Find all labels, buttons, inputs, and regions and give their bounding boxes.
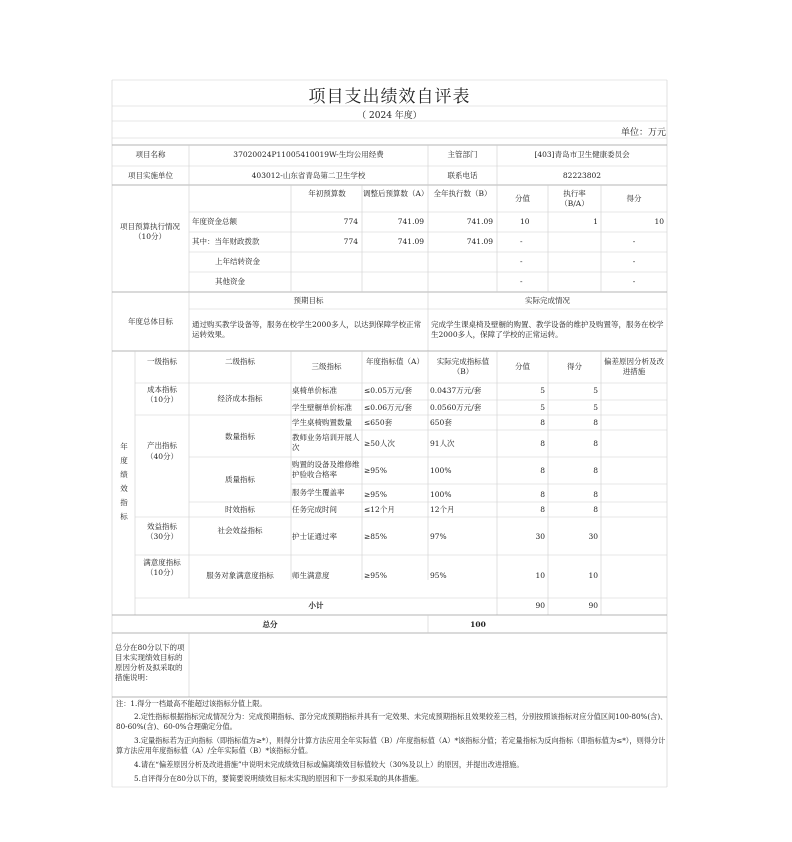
level1-benefit: 效益指标（30分） [145,522,179,541]
budget-row-label: 其中：当年财政拨款 [192,237,260,246]
budget-row-score: - [632,237,636,246]
budget-row-adjusted: 741.09 [397,237,424,246]
indicator-score: 5 [593,386,598,395]
budget-row-executed: 741.09 [466,217,493,226]
budget-row-label: 年度资金总额 [192,217,237,226]
indicator-target: ≤650套 [364,418,393,427]
indicator-score: 5 [593,403,598,412]
indicator-score: 10 [588,571,598,580]
indicator-actual: 0.0560万元/套 [430,403,482,412]
indicator-target: ≥85% [364,532,387,541]
indicator-target: ≥95% [364,490,387,499]
project-name-label: 项目名称 [135,150,166,159]
indicator-score: 30 [588,532,598,541]
dept-label: 主管部门 [447,150,478,159]
budget-row-score-value: - [520,237,523,246]
budget-row-executed: 741.09 [466,237,493,246]
level1-cost: 成本指标（10分） [145,385,179,404]
budget-row-exec-rate: 1 [593,217,598,226]
indicator-score-value: 30 [535,532,545,541]
budget-section-label: 项目预算执行情况（10分） [120,222,180,241]
budget-row-score-value: 10 [520,217,530,226]
total-value: 100 [470,620,486,629]
indicator-actual: 650套 [430,418,452,427]
indicator-actual: 100% [430,466,452,475]
budget-row-score: 10 [654,217,664,226]
goal-expected-text: 通过购买教学设备等，服务在校学生2000多人，以达到保障学校正常运转效果。 [192,320,422,339]
level2-timeliness: 时效指标 [225,505,255,514]
indicator-score: 8 [593,466,598,475]
indicator-target: ≤0.06万元/套 [364,403,413,412]
budget-row-score-value: - [520,277,523,286]
level2-quality: 质量指标 [225,475,255,484]
header-target: 年度指标值（A） [366,357,424,366]
indicator-actual: 12个月 [430,505,455,514]
subtotal-score: 90 [588,601,598,610]
budget-row-label: 上年结转资金 [215,257,260,266]
indicator-score-value: 5 [540,386,545,395]
level2-client-satisfaction: 服务对象满意度指标 [206,571,274,580]
indicator-name: 任务完成时间 [292,505,337,514]
total-label: 总分 [262,620,278,629]
project-name-value: 37020024P11005410019W-生均公用经费 [233,150,384,159]
header-level1: 一级指标 [147,357,177,366]
indicator-score-value: 8 [540,439,545,448]
impl-value: 403012-山东省青岛第二卫生学校 [251,171,366,180]
subtotal-label: 小计 [308,601,324,610]
indicator-target: ≥95% [364,466,387,475]
header-exec-rate: 执行率（B/A） [560,189,589,208]
indicator-score-value: 8 [540,505,545,514]
header-level2: 二级指标 [225,357,255,366]
indicator-name: 服务学生覆盖率 [292,488,345,497]
budget-row-score: - [632,277,636,286]
header-adjusted-budget: 调整后预算数（A） [363,189,429,198]
indicator-name: 教师业务培训开展人次 [292,433,360,452]
indicator-score: 8 [593,490,598,499]
budget-row-score-value: - [520,257,523,266]
note-1: 注：1.得分一档最高不能超过该指标分值上限。 [116,699,267,708]
indicator-name: 学生桌椅购置数量 [292,418,352,427]
budget-row-initial: 774 [343,217,358,226]
indicator-score-value: 5 [540,403,545,412]
goal-actual-header: 实际完成情况 [525,296,570,305]
note-4: 4.请在“偏差原因分析及改进措施”中说明未完成绩效目标或偏离绩效目标值较大（30%及以上）的原因，并提出改进措施。 [134,760,524,769]
note-2: 2.定性指标根据指标完成情况分为：完成预期指标、部分完成预期指标并具有一定效果、未完成预期指标且效果较差三档，分别按照该指标对应分值区间100-80%(含)、80-60%(含)、60-0%合理确定分值。 [116,712,668,731]
phone-value: 82223802 [562,171,602,180]
indicator-score-value: 8 [540,490,545,499]
indicator-score-value: 10 [535,571,545,580]
indicator-score-value: 8 [540,418,545,427]
phone-label: 联系电话 [447,171,478,180]
header-score: 得分 [567,362,582,371]
indicator-score: 8 [593,439,598,448]
level1-satisfaction: 满意度指标（10分） [143,558,181,577]
indicator-target: ≤0.05万元/套 [364,386,413,395]
indicator-name: 桌椅单价标准 [292,386,337,395]
level2-quantity: 数量指标 [225,432,255,441]
header-deviation-reason: 偏差原因分析及改进措施 [604,357,664,376]
level2-economic-cost: 经济成本指标 [217,394,263,403]
level1-output: 产出指标（40分） [145,441,179,461]
indicator-name: 师生满意度 [292,571,330,580]
indicator-name: 购置的设备及维修维护验收合格率 [292,460,360,479]
indicator-score-value: 8 [540,466,545,475]
indicators-section-label: 年度绩效指标 [120,442,128,521]
impl-label: 项目实施单位 [128,171,173,180]
indicator-actual: 100% [430,490,452,499]
indicator-name: 学生壁橱单价标准 [292,403,352,412]
header-score-value: 分值 [515,362,530,371]
indicator-name: 护士证通过率 [292,532,337,541]
indicator-target: ≥95% [364,571,387,580]
budget-row-initial: 774 [343,237,358,246]
header-executed: 全年执行数（B） [433,189,492,198]
goal-actual-text: 完成学生课桌椅及壁橱的购置、教学设备的维护及购置等，服务在校学生2000多人，保障了学校的正常运转。 [431,320,664,339]
note-5: 5.自评得分在80分以下的，要简要说明绩效目标未实现的原因和下一步拟采取的具体措施。 [134,774,424,783]
indicator-actual: 97% [430,532,447,541]
dept-value: [403]青岛市卫生健康委员会 [534,150,630,159]
note-3: 3.定量指标若为正向指标（即指标值为≥*），则得分计算方法应用全年实际值（B）/年度指标值（A）*该指标分值；若定量指标为反向指标（即指标值为≤*），则得分计算方法应用年度指标值（A）/全年实际值（B）*该指标分值。 [116,736,666,755]
currency-unit: 单位：万元 [620,128,666,138]
indicator-actual: 0.0437万元/套 [430,386,482,395]
goal-section-label: 年度总体目标 [128,317,173,326]
report-year: （ 2024 年度） [357,111,422,121]
indicator-target: ≤12个月 [364,505,395,514]
indicator-score: 8 [593,505,598,514]
budget-row-adjusted: 741.09 [397,217,424,226]
indicator-score: 8 [593,418,598,427]
header-actual: 实际完成指标值（B） [436,357,490,376]
goal-expected-header: 预期目标 [293,296,324,305]
remedy-label: 总分在80分以下的项目未实现绩效目标的原因分析及拟采取的措施说明： [115,643,185,682]
indicator-actual: 91人次 [430,439,455,448]
header-initial-budget: 年初预算数 [308,189,346,198]
budget-row-label: 其他资金 [215,277,245,286]
page-title: 项目支出绩效自评表 [308,87,471,107]
indicator-target: ≥50人次 [364,439,395,448]
header-score-value: 分值 [515,194,530,203]
subtotal-score-value: 90 [535,601,545,610]
level2-social-benefit: 社会效益指标 [217,526,263,535]
header-level3: 三级指标 [311,362,342,371]
indicator-actual: 95% [430,571,447,580]
budget-row-score: - [632,257,636,266]
header-score: 得分 [626,194,642,203]
